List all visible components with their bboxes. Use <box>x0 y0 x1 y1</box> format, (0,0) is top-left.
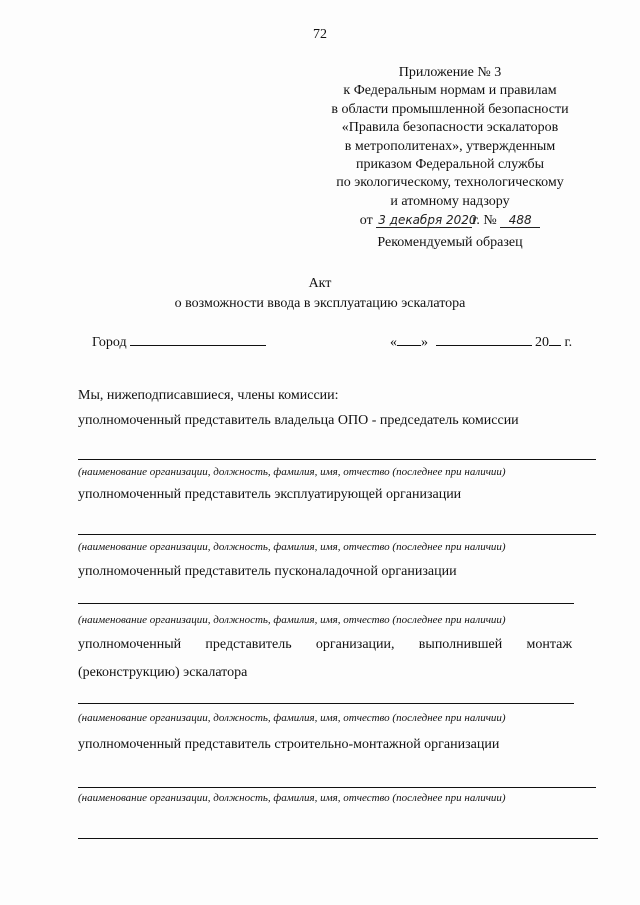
order-number-handwritten: 488 <box>500 213 540 228</box>
appendix-line: приказом Федеральной службы <box>356 157 544 173</box>
page-number: 72 <box>313 27 327 42</box>
act-title-block <box>0 275 640 313</box>
year-prefix: 20 <box>535 335 549 350</box>
appendix-line: и атомному надзору <box>390 193 510 209</box>
signature-line <box>78 603 574 604</box>
signature-line <box>78 459 596 460</box>
rep-owner: уполномоченный представитель владельца ОПО - председатель комиссии <box>78 413 519 428</box>
order-date-line <box>300 212 600 230</box>
appendix-line: в области промышленной безопасности <box>331 101 569 117</box>
rep-operator: уполномоченный представитель эксплуатирующей организации <box>78 487 462 502</box>
field-caption: (наименование организации, должность, фамилия, имя, отчество (последнее при наличии) <box>78 614 506 626</box>
appendix-block <box>300 64 600 231</box>
signature-line <box>78 838 598 839</box>
installer-word: выполнившей <box>418 637 503 652</box>
city-field <box>92 333 266 351</box>
close-quote: » <box>421 335 428 350</box>
open-quote: « <box>390 335 397 350</box>
recommended-sample-label: Рекомендуемый образец <box>377 235 523 250</box>
order-date-prefix: от <box>359 213 373 229</box>
field-caption: (наименование организации, должность, фамилия, имя, отчество (последнее при наличии) <box>78 712 506 724</box>
appendix-line: в метрополитенах», утвержденным <box>344 138 556 154</box>
installer-word: организации, <box>315 637 395 652</box>
signature-line <box>78 534 596 535</box>
field-caption: (наименование организации, должность, фамилия, имя, отчество (последнее при наличии) <box>78 792 506 804</box>
rep-installer-line1 <box>78 637 572 653</box>
appendix-line: к Федеральным нормам и правилам <box>343 83 557 99</box>
signature-line <box>78 703 574 704</box>
installer-word: монтаж <box>526 637 572 652</box>
installer-word: представитель <box>205 637 292 652</box>
month-blank <box>436 333 532 346</box>
appendix-line: Приложение № 3 <box>398 65 502 80</box>
city-label: Город <box>92 335 127 350</box>
order-date-handwritten: 3 декабря 2020 <box>378 213 477 228</box>
act-subtitle: о возможности ввода в эксплуатацию эскалатора <box>174 296 466 311</box>
rep-installer-line2: (реконструкцию) эскалатора <box>78 665 248 680</box>
day-blank <box>397 333 421 346</box>
act-title: Акт <box>308 276 332 291</box>
appendix-line: «Правила безопасности эскалаторов <box>341 120 559 136</box>
appendix-line: по экологическому, технологическому <box>336 175 564 191</box>
date-field <box>390 333 572 351</box>
rep-construction: уполномоченный представитель строительно-монтажной организации <box>78 737 500 752</box>
field-caption: (наименование организации, должность, фамилия, имя, отчество (последнее при наличии) <box>78 466 506 478</box>
intro-text: Мы, нижеподписавшиеся, члены комиссии: <box>78 388 339 403</box>
rep-commissioning: уполномоченный представитель пусконаладочной организации <box>78 564 457 579</box>
year-blank <box>549 333 561 346</box>
signature-line <box>78 787 596 788</box>
year-suffix: г. <box>564 335 573 350</box>
order-year-suffix: г. № <box>472 213 497 229</box>
installer-word: уполномоченный <box>78 637 182 652</box>
field-caption: (наименование организации, должность, фамилия, имя, отчество (последнее при наличии) <box>78 541 506 553</box>
city-blank <box>130 333 266 346</box>
